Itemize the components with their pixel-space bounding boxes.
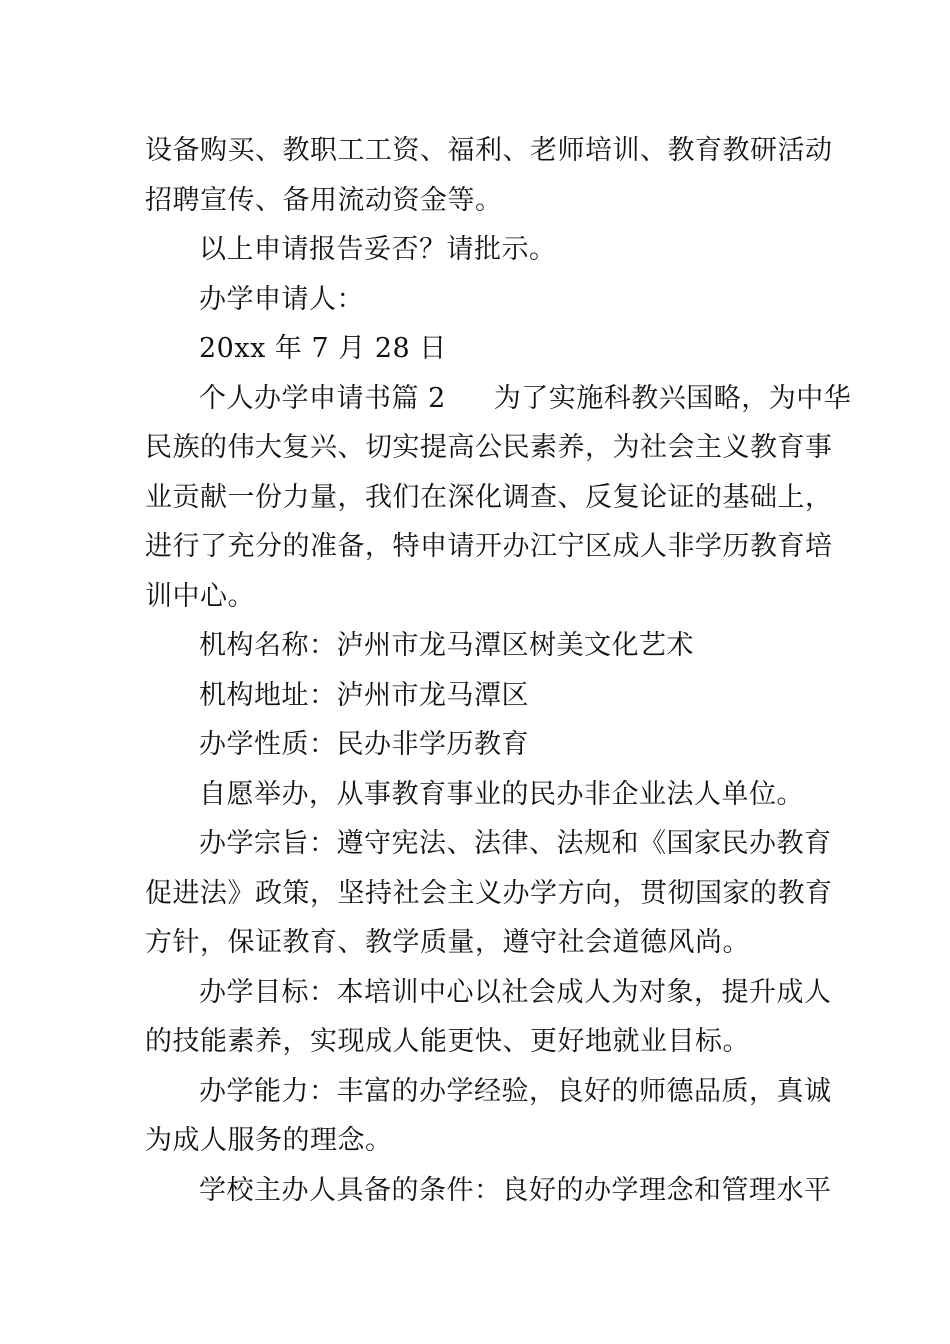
institution-name: 机构名称：泸州市龙马潭区树美文化艺术 xyxy=(199,630,694,661)
text-line: 民族的伟大复兴、切实提高公民素养，为社会主义教育事 xyxy=(145,432,833,463)
text-line: 业贡献一份力量，我们在深化调查、反复论证的基础上， xyxy=(145,481,833,513)
text-line: 招聘宣传、备用流动资金等。 xyxy=(145,184,503,216)
text-line: 的技能素养，实现成人能更快、更好地就业目标。 xyxy=(145,1026,750,1057)
text-line: 为成人服务的理念。 xyxy=(145,1125,393,1156)
text-line: 训中心。 xyxy=(145,580,255,612)
text-line: 进行了充分的准备，特申请开办江宁区成人非学历教育培 xyxy=(145,531,833,562)
school-nature: 办学性质：民办非学历教育 xyxy=(199,729,529,760)
text-line: 设备购买、教职工工资、福利、老师培训、教育教研活动 xyxy=(145,135,833,166)
document-page xyxy=(145,126,852,1215)
applicant-label: 办学申请人： xyxy=(199,283,364,315)
text-line: 促进法》政策，坚持社会主义办学方向，贯彻国家的教育 xyxy=(145,877,833,909)
section-heading-line xyxy=(145,374,852,424)
school-capability: 办学能力：丰富的办学经验，良好的师德品质，真诚 xyxy=(199,1075,832,1107)
founder-conditions: 学校主办人具备的条件：良好的办学理念和管理水平 xyxy=(199,1174,832,1206)
paragraph-start: 为了实施科教兴国略，为中华 xyxy=(493,382,852,414)
institution-address: 机构地址：泸州市龙马潭区 xyxy=(199,679,529,711)
school-purpose: 办学宗旨：遵守宪法、法律、法规和《国家民办教育 xyxy=(199,828,832,859)
school-goal: 办学目标：本培训中心以社会成人为对象，提升成人 xyxy=(199,976,832,1008)
text-line: 方针，保证教育、教学质量，遵守社会道德风尚。 xyxy=(145,927,750,958)
date-line: 20xx 年 7 月 28 日 xyxy=(199,333,447,364)
section-heading: 个人办学申请书篇 2 xyxy=(199,382,446,414)
text-line: 自愿举办，从事教育事业的民办非企业法人单位。 xyxy=(199,778,804,810)
text-line: 以上申请报告妥否？请批示。 xyxy=(199,234,557,265)
